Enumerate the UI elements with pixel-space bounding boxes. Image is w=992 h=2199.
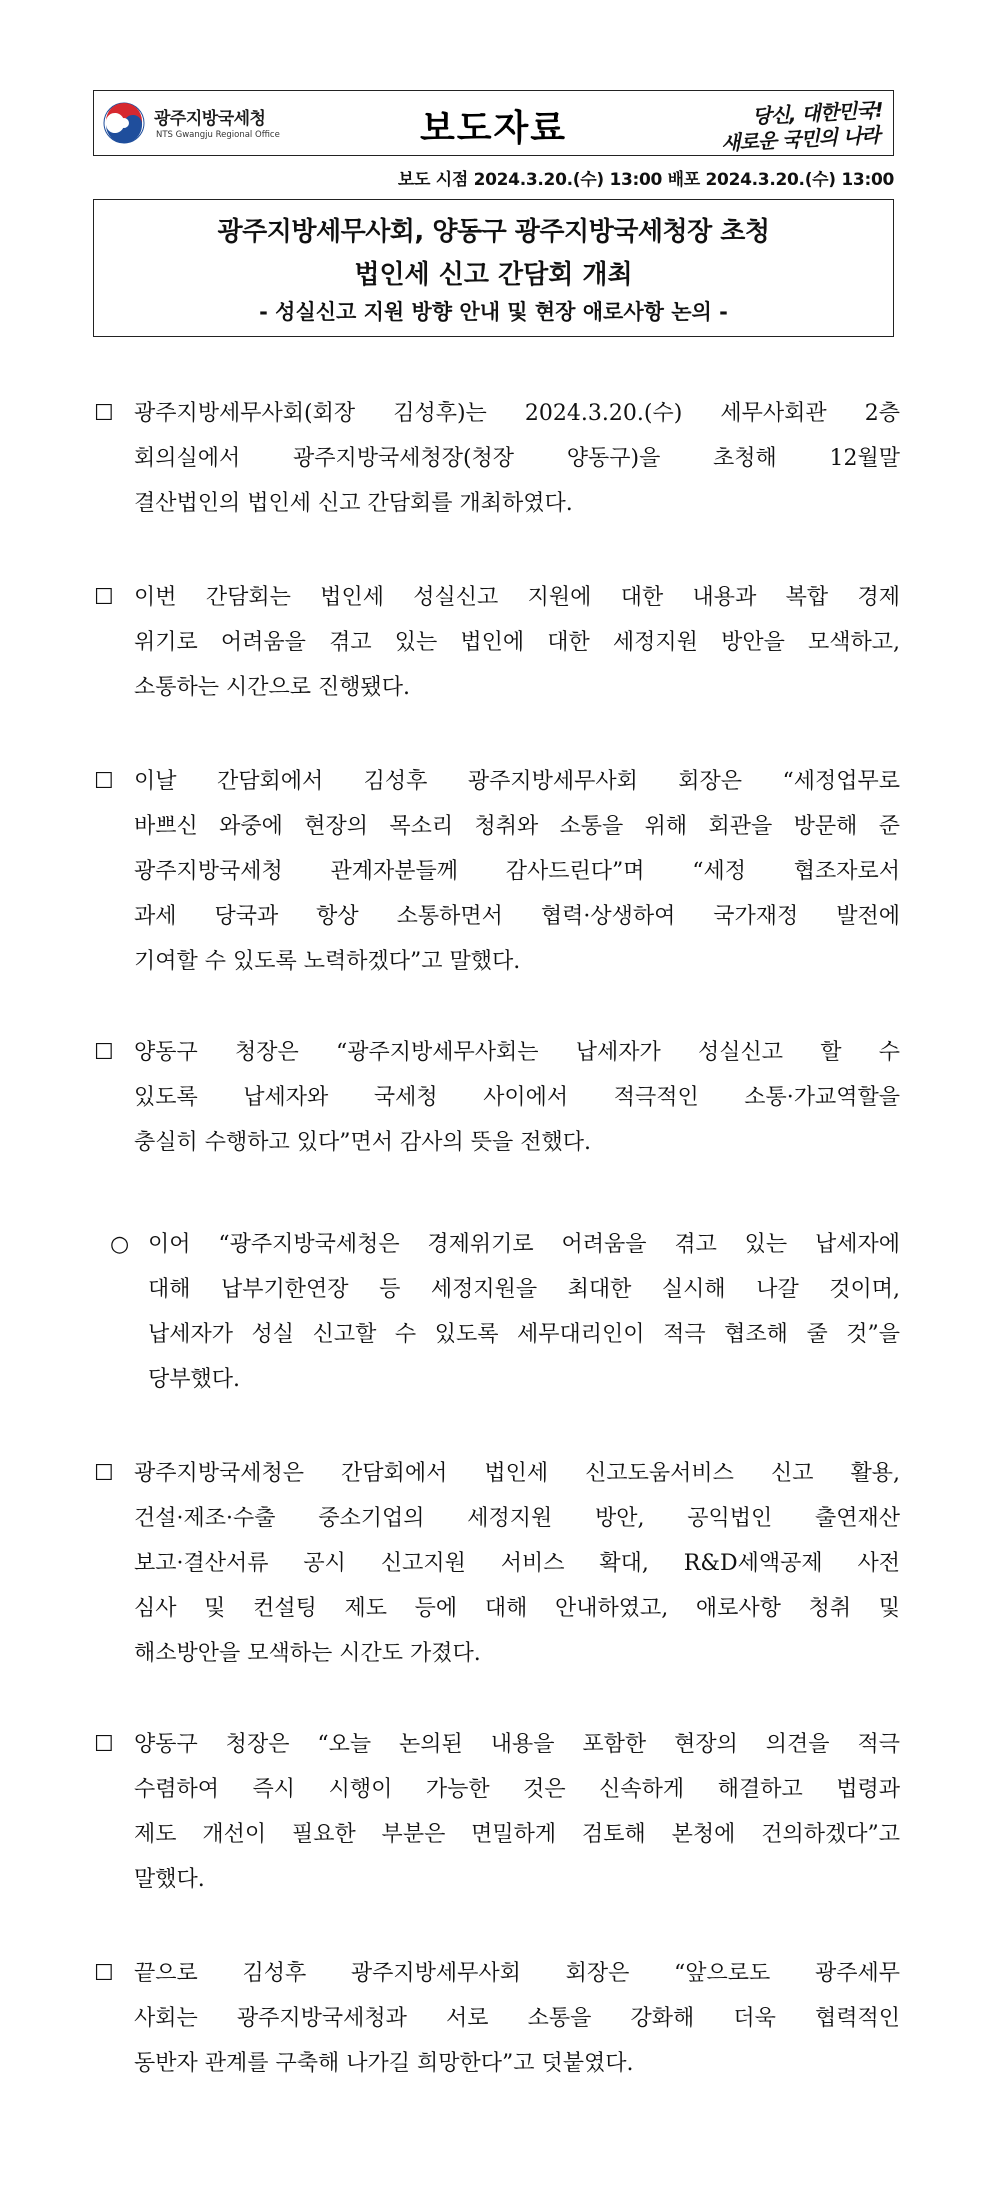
paragraph-3: [94, 759, 900, 984]
paragraph-line: 납세자가 성실 신고할 수 있도록 세무대리인이 적극 협조해 줄 것”을: [148, 1322, 900, 1347]
paragraph-line: 바쁘신 와중에 현장의 목소리 청취와 소통을 위해 회관을 방문해 준: [134, 814, 900, 839]
paragraph-line: 위기로 어려움을 겪고 있는 법인에 대한 세정지원 방안을 모색하고,: [134, 630, 900, 655]
slogan: [693, 95, 884, 156]
paragraph-8: [94, 1951, 900, 2086]
slogan-line-1: 당신, 대한민국!: [751, 97, 884, 129]
paragraph-line: 이어 “광주지방국세청은 경제위기로 어려움을 겪고 있는 납세자에: [148, 1232, 900, 1257]
paragraph-line: 과세 당국과 항상 소통하면서 협력·상생하여 국가재정 발전에: [134, 904, 900, 929]
paragraph-line: 이번 간담회는 법인세 성실신고 지원에 대한 내용과 복합 경제: [134, 585, 900, 610]
paragraph-line: 결산법인의 법인세 신고 간담회를 개최하였다.: [134, 491, 573, 516]
paragraph-line: 광주지방세무사회(회장 김성후)는 2024.3.20.(수) 세무사회관 2층: [134, 401, 900, 426]
paragraph-line: 양동구 청장은 “오늘 논의된 내용을 포함한 현장의 의견을 적극: [134, 1732, 900, 1757]
paragraph-line: 이날 간담회에서 김성후 광주지방세무사회 회장은 “세정업무로: [134, 769, 900, 794]
paragraph-line: 회의실에서 광주지방국세청장(청장 양동구)을 초청해 12월말: [134, 446, 900, 471]
paragraph-line: 건설·제조·수출 중소기업의 세정지원 방안, 공익법인 출연재산: [134, 1506, 900, 1531]
paragraph-line: 광주지방국세청은 간담회에서 법인세 신고도움서비스 신고 활용,: [134, 1461, 900, 1486]
press-release-header: [93, 90, 894, 156]
square-bullet: ☐: [94, 1461, 114, 1486]
org-name: 광주지방국세청: [154, 109, 266, 129]
paragraph-line: 양동구 청장은 “광주지방세무사회는 납세자가 성실신고 할 수: [134, 1040, 900, 1065]
sub-paragraph: [110, 1222, 900, 1402]
headline-line-2: 법인세 신고 간담회 개최: [354, 260, 633, 290]
paragraph-1: [94, 391, 900, 526]
paragraph-line: 기여할 수 있도록 노력하겠다”고 말했다.: [134, 949, 521, 974]
paragraph-line: 사회는 광주지방국세청과 서로 소통을 강화해 더욱 협력적인: [134, 2006, 900, 2031]
paragraph-line: 해소방안을 모색하는 시간도 가졌다.: [134, 1641, 481, 1666]
paragraph-line: 있도록 납세자와 국세청 사이에서 적극적인 소통·가교역할을: [134, 1085, 900, 1110]
square-bullet: ☐: [94, 585, 114, 610]
release-dateline: 보도 시점 2024.3.20.(수) 13:00 배포 2024.3.20.(수) 13:00: [397, 170, 894, 190]
org-name-en: NTS Gwangju Regional Office: [156, 130, 280, 140]
square-bullet: ☐: [94, 1732, 114, 1757]
paragraph-line: 심사 및 컨설팅 제도 등에 대해 안내하였고, 애로사항 청취 및: [134, 1596, 900, 1621]
paragraph-6: [94, 1451, 900, 1676]
square-bullet: ☐: [94, 1040, 114, 1065]
title-box: [93, 199, 894, 337]
paragraph-line: 보고·결산서류 공시 신고지원 서비스 확대, R&D세액공제 사전: [134, 1551, 900, 1576]
paragraph-line: 말했다.: [134, 1867, 205, 1892]
paragraph-line: 소통하는 시간으로 진행됐다.: [134, 675, 411, 700]
slogan-line-2: 새로운 국민의 나라: [720, 122, 880, 156]
paragraph-line: 끝으로 김성후 광주지방세무사회 회장은 “앞으로도 광주세무: [134, 1961, 900, 1986]
headline-line-1: 광주지방세무사회, 양동구 광주지방국세청장 초청: [217, 217, 770, 247]
subtitle: - 성실신고 지원 방향 안내 및 현장 애로사항 논의 -: [259, 300, 728, 324]
square-bullet: ☐: [94, 1961, 114, 1986]
square-bullet: ☐: [94, 401, 114, 426]
paragraph-4: [94, 1030, 900, 1165]
paragraph-line: 충실히 수행하고 있다”면서 감사의 뜻을 전했다.: [134, 1130, 591, 1155]
paragraph-7: [94, 1722, 900, 1902]
paragraph-line: 동반자 관계를 구축해 나가길 희망한다”고 덧붙였다.: [134, 2051, 634, 2076]
paragraph-2: [94, 575, 900, 710]
circle-bullet: ○: [110, 1232, 130, 1257]
paragraph-line: 당부했다.: [148, 1367, 241, 1392]
paragraph-line: 제도 개선이 필요한 부분은 면밀하게 검토해 본청에 건의하겠다”고: [134, 1822, 900, 1847]
paragraph-line: 대해 납부기한연장 등 세정지원을 최대한 실시해 나갈 것이며,: [148, 1277, 900, 1302]
doc-type-title: 보도자료: [419, 108, 568, 149]
paragraph-line: 광주지방국세청 관계자분들께 감사드린다”며 “세정 협조자로서: [134, 859, 900, 884]
paragraph-line: 수렴하여 즉시 시행이 가능한 것은 신속하게 해결하고 법령과: [134, 1777, 900, 1802]
square-bullet: ☐: [94, 769, 114, 794]
